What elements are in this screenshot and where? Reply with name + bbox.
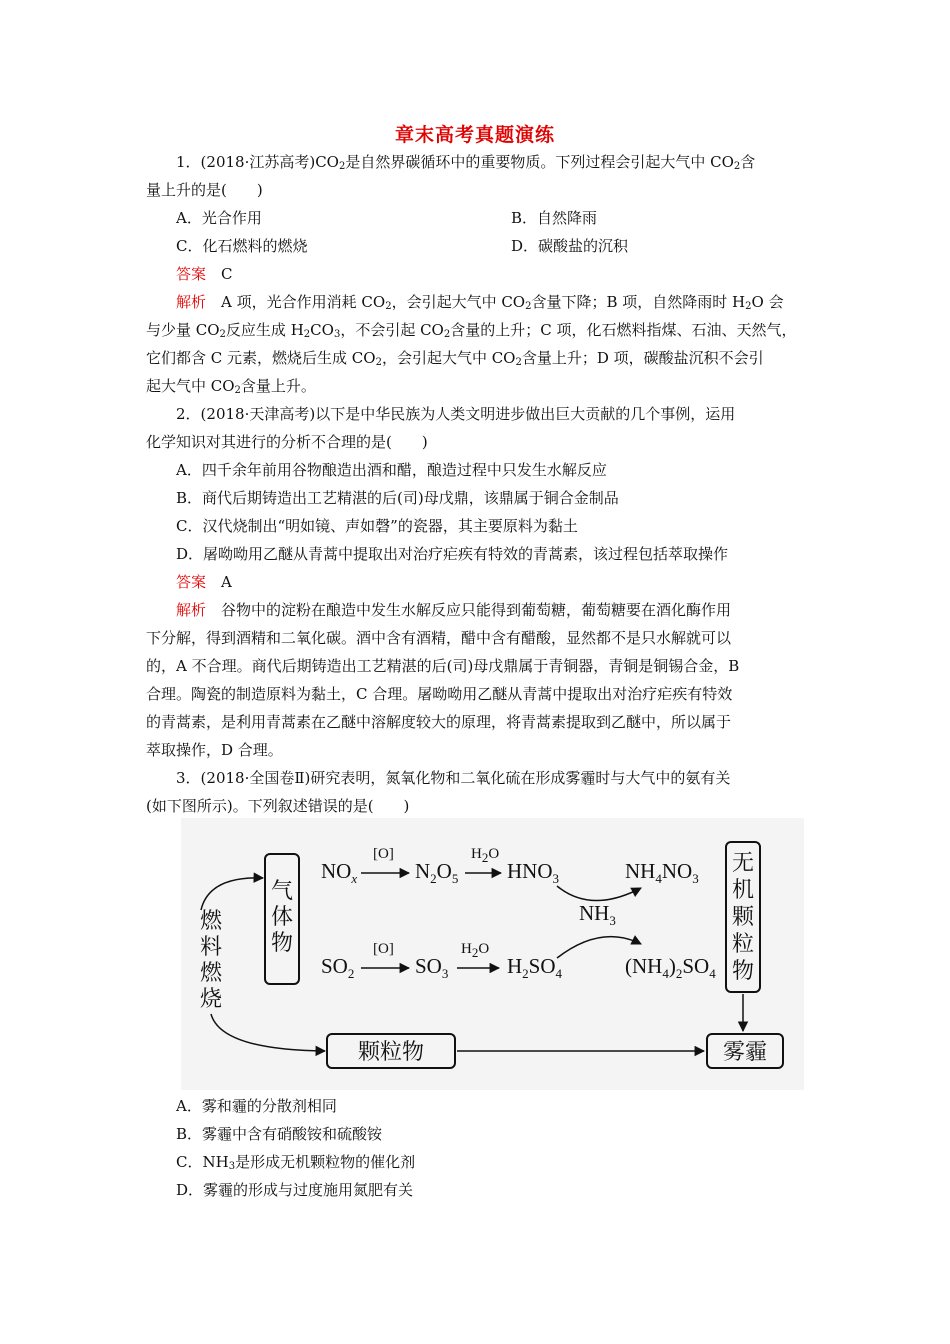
q2-analysis-line5: 的青蒿素，是利用青蒿素在乙醚中溶解度较大的原理，将青蒿素提取到乙醚中，所以属于 [146,713,732,731]
q1-analysis-line1: 解析 A 项，光合作用消耗 $CO_2$，会引起大气中 $CO_2$含量下降；B 项，自然降雨时 $H_2O$ 会 [176,293,784,312]
svg-text:机: 机 [731,878,755,903]
arrow-to-particles [211,1014,325,1051]
nh4no3-species: $NH_4NO_3$ [625,859,699,886]
so2-reaction-row [321,941,716,981]
answer-label: 答案 [176,265,207,283]
q2-option-c: C．汉代烧制出“明如镜、声如磬”的瓷器，其主要原料为黏土 [176,517,578,535]
q3-option-c: C．$NH_3$是形成无机颗粒物的催化剂 [176,1153,416,1172]
q2-analysis-line2: 下分解，得到酒精和二氧化碳。酒中含有酒精，醋中含有醋酸，显然都不是只水解就可以 [146,629,732,647]
nox-reaction-row [321,846,699,886]
q1-option-c: C．化石燃料的燃烧 [176,237,308,255]
svg-text:无: 无 [731,851,755,876]
q1-analysis-line2: 与少量 $CO_2$反应生成 $H_2CO_3$，不会引起 $CO_2$含量的上升；C 项，化石燃料指煤、石油、天然气， [146,321,797,340]
svg-text:烧: 烧 [199,987,223,1012]
nox-species: $NO_x$ [321,859,358,886]
q3-option-b: B．雾霾中含有硝酸铵和硫酸铵 [176,1125,383,1143]
fuel-combustion-label [200,909,223,1012]
svg-text:H2O: H2O [471,846,500,865]
q3-stem-line2: (如下图所示)。下列叙述错误的是( ) [146,797,410,815]
svg-text:料: 料 [199,935,223,960]
q3-option-a: A．雾和霾的分散剂相同 [176,1097,337,1115]
q2-stem-line1: 2．(2018·天津高考)以下是中华民族为人类文明进步做出巨大贡献的几个事例，运用 [176,405,736,423]
q2-option-a: A．四千余年前用谷物酿造出酒和醋，酿造过程中只发生水解反应 [176,461,607,479]
q1-option-b: B．自然降雨 [511,209,598,227]
svg-text:颗: 颗 [731,905,755,930]
page-title: 章末高考真题演练 [394,124,555,146]
analysis-label: 解析 [176,601,207,619]
gas-label-1: 气 [270,879,294,904]
q2-analysis-line3: 的，A 不合理。商代后期铸造出工艺精湛的后(司)母戊鼎属于青铜器，青铜是铜锡合金，B [146,657,740,675]
svg-text:物: 物 [731,959,755,984]
smog-label: 雾霾 [722,1040,768,1065]
h2so4-species: $H_2SO_4$ [507,954,563,981]
svg-text:[O]: [O] [373,941,394,957]
q2-analysis-line4: 合理。陶瓷的制造原料为黏土，C 合理。屠呦呦用乙醚从青蒿中提取出对治疗疟疾有特效 [146,685,733,703]
n2o5-species: $N_2O_5$ [415,859,459,886]
nh4-2so4-species: $(NH_4)_2SO_4$ [625,954,716,981]
q1-option-a: A．光合作用 [176,209,262,227]
arrow-to-gas [201,878,263,910]
ammonia-arrow-upper [557,886,641,901]
q1-answer: 答案 C [176,265,233,283]
hno3-species: $HNO_3$ [507,859,559,886]
q1-option-d: D．碳酸盐的沉积 [511,237,629,255]
q3-option-d: D．雾霾的形成与过度施用氮肥有关 [176,1181,414,1199]
q1-stem-line2: 量上升的是( ) [146,181,263,199]
svg-text:[O]: [O] [373,846,394,862]
q2-analysis-line6: 萃取操作，D 合理。 [146,741,283,759]
gas-label-2: 体 [270,905,294,930]
answer-label: 答案 [176,573,207,591]
svg-text:粒: 粒 [731,932,755,957]
q1-analysis-line3: 它们都含 C 元素，燃烧后生成 $CO_2$，会引起大气中 $CO_2$含量上升；D 项，碳酸盐沉积不会引 [146,349,764,368]
particles-label: 颗粒物 [357,1040,425,1065]
q2-stem-line2: 化学知识对其进行的分析不合理的是( ) [146,433,428,451]
smog-formation-diagram [181,818,804,1090]
svg-text:H2O: H2O [461,941,490,960]
q1-stem-line1: 1．(2018·江苏高考)$CO_2$是自然界碳循环中的重要物质。下列过程会引起大气中 $CO_2$含 [176,153,756,172]
ammonia-label: $NH_3$ [579,901,616,928]
q3-stem-line1: 3．(2018·全国卷Ⅱ)研究表明，氮氧化物和二氧化硫在形成雾霾时与大气中的氨有关 [176,769,731,787]
q2-option-b: B．商代后期铸造出工艺精湛的后(司)母戊鼎，该鼎属于铜合金制品 [176,489,619,507]
so2-species: $SO_2$ [321,954,355,981]
analysis-label: 解析 [176,293,207,311]
svg-text:燃: 燃 [199,909,223,934]
q2-answer: 答案 A [176,573,232,591]
gas-label-3: 物 [270,931,294,956]
q2-option-d: D．屠呦呦用乙醚从青蒿中提取出对治疗疟疾有特效的青蒿素，该过程包括萃取操作 [176,545,729,563]
so3-species: $SO_3$ [415,954,449,981]
q2-analysis-line1: 解析 谷物中的淀粉在酿造中发生水解反应只能得到葡萄糖，葡萄糖要在酒化酶作用 [176,601,732,619]
svg-text:燃: 燃 [199,961,223,986]
q1-analysis-line4: 起大气中 $CO_2$含量上升。 [146,377,316,396]
